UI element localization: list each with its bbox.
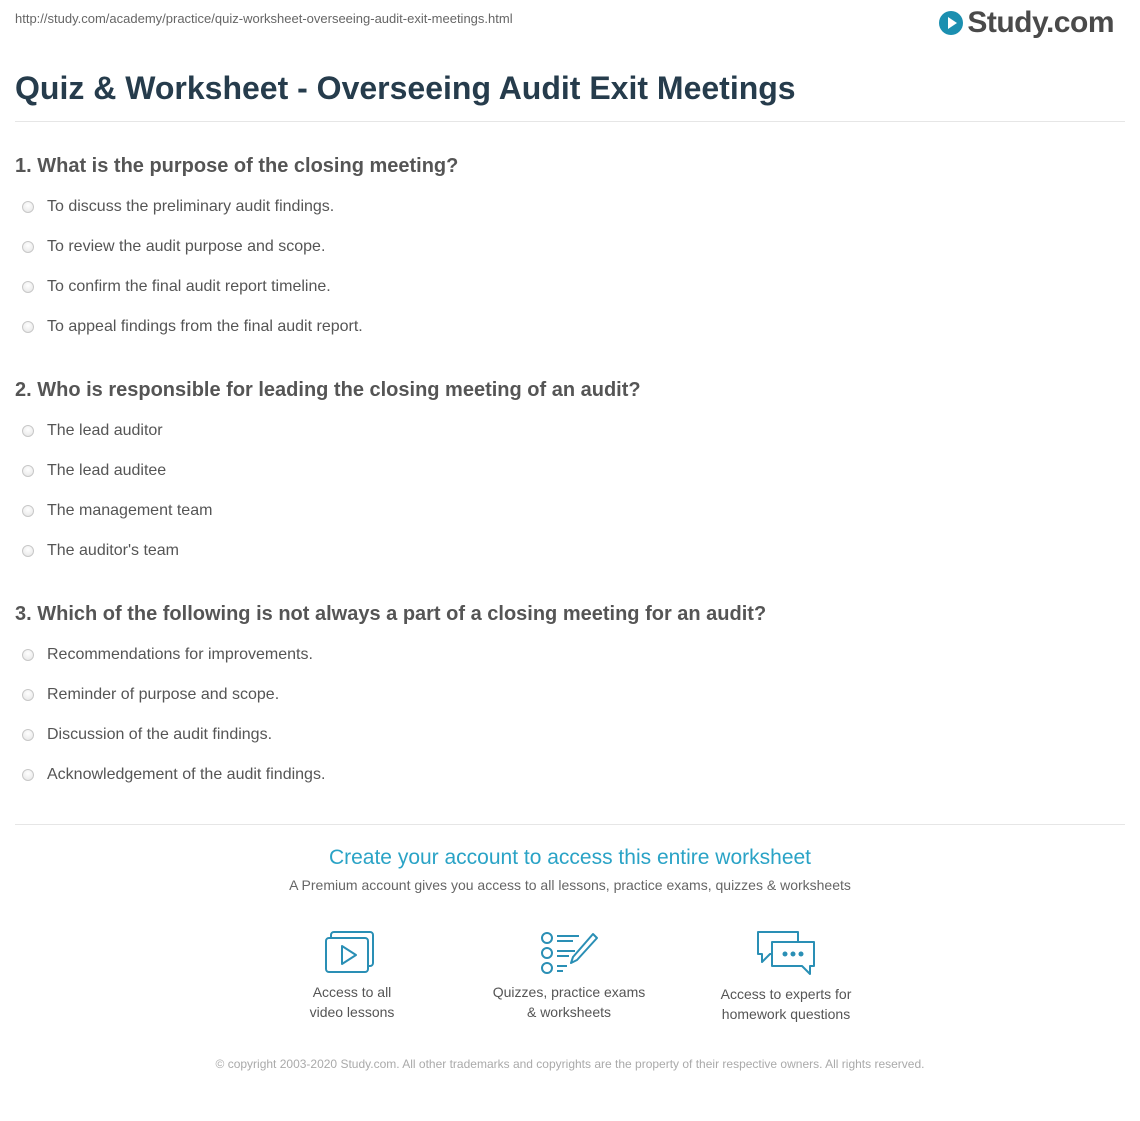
answer-label: To confirm the final audit report timeline. [47,278,331,295]
feature-line-2: homework questions [721,1006,851,1022]
answer-label: To review the audit purpose and scope. [47,238,326,255]
answer-label: Discussion of the audit findings. [47,726,273,743]
cta-subheading: A Premium account gives you access to all lessons, practice exams, quizzes & worksheets [289,877,851,893]
feature-video-lessons [257,930,447,1022]
question-3: 3. Which of the following is not always a part of a closing meeting for an audit? [15,603,767,625]
page-title: Quiz & Worksheet - Overseeing Audit Exit Meetings [15,70,796,106]
radio-button[interactable] [22,425,34,437]
answer-label: The management team [47,502,213,519]
answer-label: Reminder of purpose and scope. [47,686,280,703]
radio-button[interactable] [22,729,34,741]
feature-line-2: video lessons [309,1004,395,1020]
radio-button[interactable] [22,465,34,477]
answer-option[interactable] [22,422,163,440]
play-circle-icon [939,11,963,35]
radio-button[interactable] [22,689,34,701]
answer-option[interactable] [22,278,331,296]
question-2: 2. Who is responsible for leading the closing meeting of an audit? [15,379,641,401]
answer-option[interactable] [22,766,325,784]
radio-button[interactable] [22,281,34,293]
answer-label: The lead auditor [47,422,163,439]
study-logo[interactable] [939,6,1114,40]
answer-option[interactable] [22,238,325,256]
title-divider [15,121,1125,122]
radio-button[interactable] [22,201,34,213]
answer-label: To discuss the preliminary audit findings. [47,198,335,215]
page-url: http://study.com/academy/practice/quiz-worksheet-overseeing-audit-exit-meetings.html [15,11,513,26]
radio-button[interactable] [22,241,34,253]
radio-button[interactable] [22,505,34,517]
radio-button[interactable] [22,649,34,661]
feature-quizzes [474,930,664,1022]
radio-button[interactable] [22,545,34,557]
chat-bubbles-icon [754,930,818,978]
answer-label: Acknowledgement of the audit findings. [47,766,326,783]
copyright-notice: © copyright 2003-2020 Study.com. All other trademarks and copyrights are the property of their respective owners. All rights reserved. [215,1057,925,1071]
answer-option[interactable] [22,646,313,664]
answer-option[interactable] [22,318,363,336]
answer-label: To appeal findings from the final audit report. [47,318,363,335]
radio-button[interactable] [22,769,34,781]
radio-button[interactable] [22,321,34,333]
answer-label: Recommendations for improvements. [47,646,313,663]
answer-option[interactable] [22,726,272,744]
section-divider [15,824,1125,825]
feature-line-2: & worksheets [526,1004,612,1020]
answer-label: The auditor's team [47,542,180,559]
feature-line-1: Quizzes, practice exams [492,984,646,1000]
answer-option[interactable] [22,462,166,480]
create-account-link[interactable]: Create your account to access this entire worksheet [328,846,812,869]
feature-experts [691,930,881,1024]
quiz-checklist-icon [539,930,599,976]
answer-option[interactable] [22,502,212,520]
question-1: 1. What is the purpose of the closing meeting? [15,155,459,177]
answer-option[interactable] [22,198,334,216]
logo-text: Study.com [967,6,1114,39]
video-lessons-icon [325,930,379,976]
feature-line-1: Access to experts for [720,986,852,1002]
answer-label: The lead auditee [47,462,167,479]
answer-option[interactable] [22,686,279,704]
feature-line-1: Access to all [312,984,392,1000]
answer-option[interactable] [22,542,179,560]
